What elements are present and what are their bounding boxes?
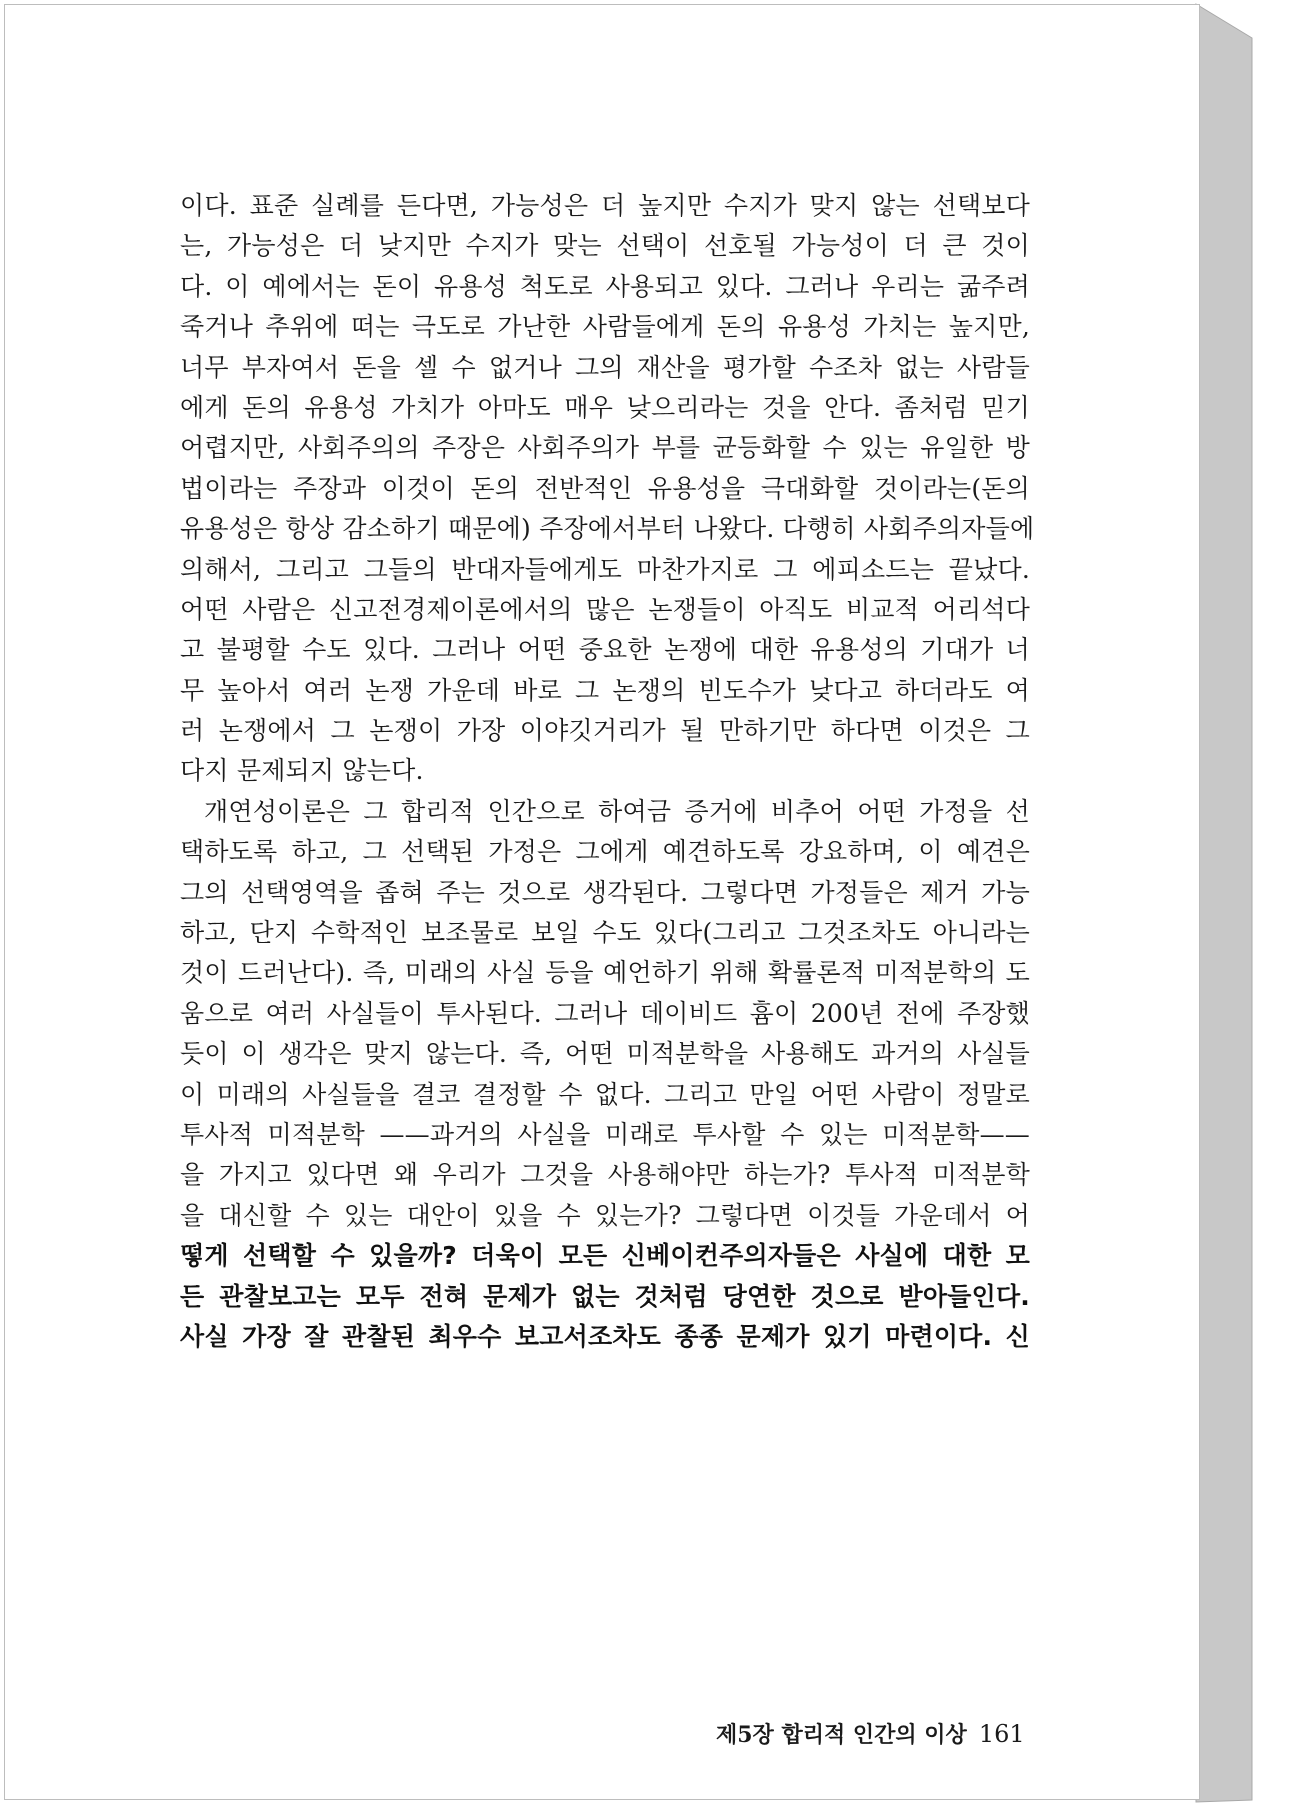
text-line-15: 다지 문제되지 않는다. [180, 756, 424, 786]
text-line-22: 듯이 이 생각은 맞지 않는다. 즉, 어떤 미적분학을 사용해도 과거의 사실들 [180, 1039, 1030, 1069]
text-line-2: 는, 가능성은 더 낮지만 수지가 맞는 선택이 선호될 가능성이 더 큰 것이 [180, 231, 1030, 261]
book-side-edge [1196, 4, 1252, 1802]
text-line-3: 다. 이 예에서는 돈이 유용성 척도로 사용되고 있다. 그러나 우리는 굶주려 [180, 271, 1030, 301]
text-line-4: 죽거나 추위에 떠는 극도로 가난한 사람들에게 돈의 유용성 가치는 높지만, [180, 312, 1030, 342]
text-line-26: 을 대신할 수 있는 대안이 있을 수 있는가? 그렇다면 이것들 가운데서 어 [180, 1200, 1030, 1230]
text-line-29: 사실 가장 잘 관찰된 최우수 보고서조차도 종종 문제가 있기 마련이다. 신 [180, 1321, 1030, 1351]
text-line-27: 떻게 선택할 수 있을까? 더욱이 모든 신베이컨주의자들은 사실에 대한 모 [180, 1241, 1030, 1271]
text-line-14: 러 논쟁에서 그 논쟁이 가장 이야깃거리가 될 만하기만 하다면 이것은 그 [180, 716, 1030, 746]
text-line-1: 이다. 표준 실례를 든다면, 가능성은 더 높지만 수지가 맞지 않는 선택보다 [180, 191, 1030, 220]
text-line-24: 투사적 미적분학 ——과거의 사실을 미래로 투사할 수 있는 미적분학—— [180, 1119, 1030, 1149]
text-line-6: 에게 돈의 유용성 가치가 아마도 매우 낮으리라는 것을 안다. 좀처럼 믿기 [180, 392, 1030, 422]
text-line-12: 고 불평할 수도 있다. 그러나 어떤 중요한 논쟁에 대한 유용성의 기대가 너 [180, 635, 1030, 665]
text-line-17: 택하도록 하고, 그 선택된 가정은 그에게 예견하도록 강요하며, 이 예견은 [180, 837, 1030, 867]
text-line-21: 움으로 여러 사실들이 투사된다. 그러나 데이비드 흄이 200년 전에 주장했 [180, 998, 1030, 1028]
text-line-13: 무 높아서 여러 논쟁 가운데 바로 그 논쟁의 빈도수가 낮다고 하더라도 여 [180, 675, 1030, 705]
text-line-20: 것이 드러난다). 즉, 미래의 사실 등을 예언하기 위해 확률론적 미적분학의 도 [180, 958, 1030, 988]
text-line-28: 든 관찰보고는 모두 전혀 문제가 없는 것처럼 당연한 것으로 받아들인다. [180, 1281, 1030, 1311]
running-head: 제5장 합리적 인간의 이상 [716, 1722, 967, 1748]
page-footer [716, 1718, 1025, 1749]
text-line-9: 유용성은 항상 감소하기 때문에) 주장에서부터 나왔다. 다행히 사회주의자들에 [180, 514, 1035, 544]
text-line-16: 개연성이론은 그 합리적 인간으로 하여금 증거에 비추어 어떤 가정을 선 [204, 796, 1030, 826]
text-line-5: 너무 부자여서 돈을 셀 수 없거나 그의 재산을 평가할 수조차 없는 사람들 [180, 352, 1030, 382]
text-line-7: 어렵지만, 사회주의의 주장은 사회주의가 부를 균등화할 수 있는 유일한 방 [180, 433, 1030, 463]
body-text [180, 186, 1035, 1357]
text-line-25: 을 가지고 있다면 왜 우리가 그것을 사용해야만 하는가? 투사적 미적분학 [180, 1160, 1030, 1190]
text-line-19: 하고, 단지 수학적인 보조물로 보일 수도 있다(그리고 그것조차도 아니라는 [180, 918, 1030, 948]
text-line-8: 법이라는 주장과 이것이 돈의 전반적인 유용성을 극대화할 것이라는(돈의 [180, 473, 1030, 503]
text-line-18: 그의 선택영역을 좁혀 주는 것으로 생각된다. 그렇다면 가정들은 제거 가능 [180, 877, 1030, 907]
text-line-23: 이 미래의 사실들을 결코 결정할 수 없다. 그리고 만일 어떤 사람이 정말로 [180, 1079, 1030, 1109]
page-number: 161 [978, 1720, 1025, 1748]
text-line-11: 어떤 사람은 신고전경제이론에서의 많은 논쟁들이 아직도 비교적 어리석다 [180, 594, 1030, 624]
text-line-10: 의해서, 그리고 그들의 반대자들에게도 마찬가지로 그 에피소드는 끝났다. [180, 554, 1030, 584]
